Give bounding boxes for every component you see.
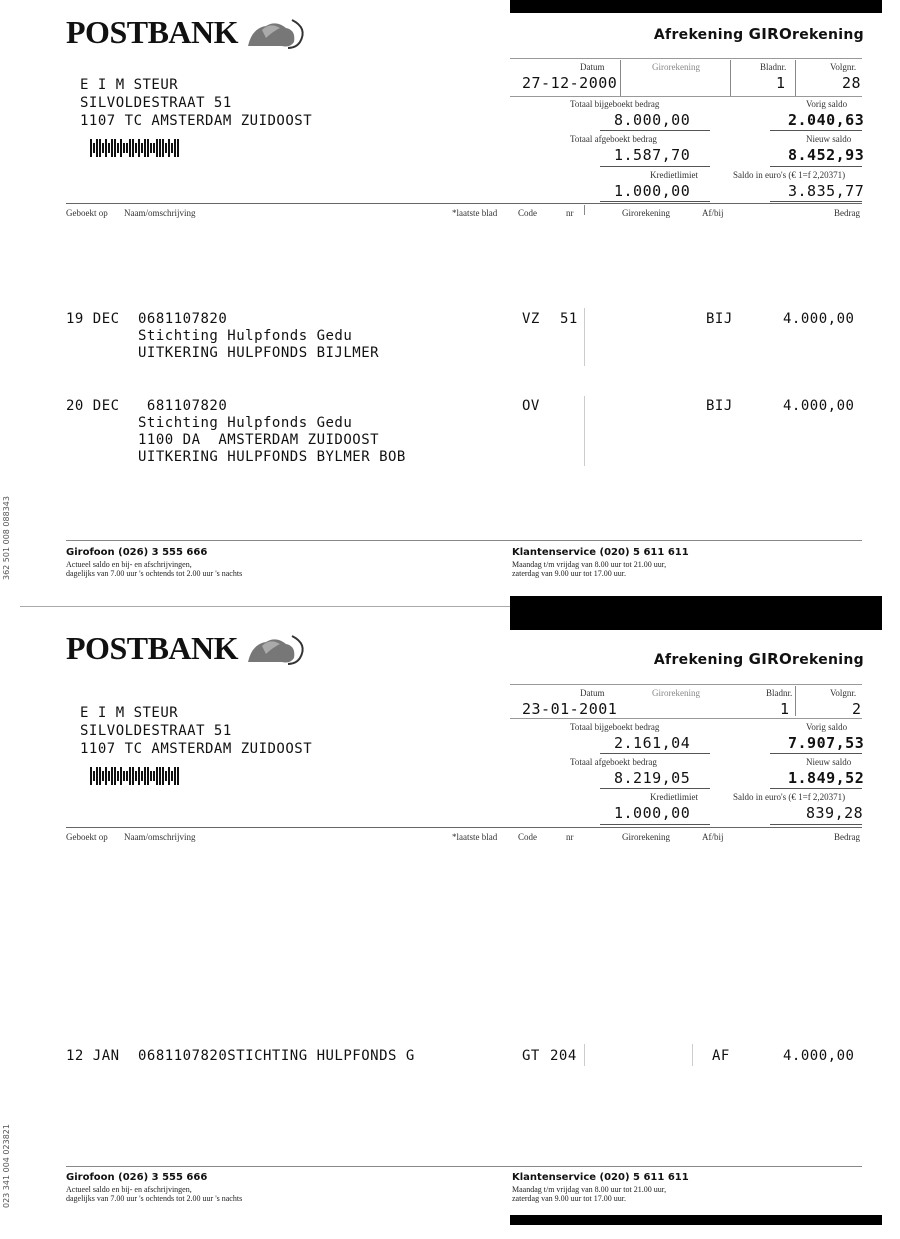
klantenservice-number: Klantenservice (020) 5 611 611 [512, 547, 689, 558]
klantenservice-info: Maandag t/m vrijdag van 8.00 uur tot 21.00 uur, zaterdag van 9.00 uur tot 17.00 uur. [512, 560, 667, 578]
label-volgnr: Volgnr. [830, 688, 857, 698]
transaction-nr: 51 [560, 311, 578, 327]
sequence-number: 28 [842, 74, 862, 92]
barcode-bar [135, 771, 137, 781]
barcode-bar [132, 767, 134, 785]
barcode-bar [111, 139, 113, 157]
col-nr: nr [566, 832, 574, 842]
barcode-bar [123, 143, 125, 153]
girofoon-info: Actueel saldo en bij- en afschrijvingen, dagelijks van 7.00 uur 's ochtends tot 2.00 uur 's nachts [66, 560, 243, 578]
previous-balance: 2.040,63 [788, 111, 865, 129]
transaction-desc-line: UITKERING HULPFONDS BIJLMER [138, 345, 380, 361]
barcode-bar [90, 767, 92, 785]
transaction-amount: 4.000,00 [783, 1048, 855, 1064]
transaction-amount: 4.000,00 [783, 311, 855, 327]
label-vorig-saldo: Vorig saldo [806, 722, 848, 732]
barcode-bar [99, 139, 101, 157]
transaction-desc-line: 681107820 [138, 398, 228, 414]
label-kredietlimiet: Kredietlimiet [650, 792, 698, 802]
transaction-code: VZ [522, 311, 540, 327]
barcode-bar [126, 771, 128, 781]
credit-limit: 1.000,00 [614, 182, 691, 200]
barcode-bar [144, 139, 146, 157]
total-debited: 1.587,70 [614, 146, 691, 164]
lion-logo-icon [242, 632, 306, 666]
barcode-bar [174, 139, 176, 157]
barcode-bar [165, 771, 167, 781]
postbank-logo [66, 14, 306, 51]
transaction-code: OV [522, 398, 540, 414]
col-girorekening: Girorekening [622, 832, 670, 842]
barcode-bar [141, 771, 143, 781]
col-geboekt-op: Geboekt op [66, 208, 108, 218]
col-bedrag: Bedrag [834, 832, 860, 842]
col-laatste-blad: *laatste blad [452, 208, 498, 218]
barcode-bar [156, 139, 158, 157]
statement-date: 23-01-2001 [522, 700, 618, 718]
transaction-desc-line: 0681107820 [138, 311, 228, 327]
postal-barcode [90, 138, 179, 158]
label-girorekening: Girorekening [652, 62, 700, 72]
transaction-desc-line: 1100 DA AMSTERDAM ZUIDOOST [138, 432, 380, 448]
barcode-bar [141, 143, 143, 153]
footer-black-bar [510, 1215, 882, 1225]
barcode-bar [111, 767, 113, 785]
transaction-date: 20 DEC [66, 398, 120, 414]
barcode-bar [159, 139, 161, 157]
transaction-date: 12 JAN [66, 1048, 120, 1064]
barcode-bar [174, 767, 176, 785]
label-bijgeboekt: Totaal bijgeboekt bedrag [570, 99, 660, 109]
transaction-desc-line: UITKERING HULPFONDS BYLMER BOB [138, 449, 406, 465]
total-debited: 8.219,05 [614, 769, 691, 787]
account-holder-name: E I M STEUR [80, 77, 179, 93]
barcode-bar [96, 139, 98, 157]
barcode-bar [171, 143, 173, 153]
transaction-desc-line: Stichting Hulpfonds Gedu [138, 415, 353, 431]
side-reference-code: 362 501 008 088343 [2, 496, 11, 580]
bank-name: POSTBANK [66, 14, 239, 50]
credit-limit: 1.000,00 [614, 804, 691, 822]
postal-barcode [90, 766, 179, 786]
barcode-bar [153, 771, 155, 781]
bank-name: POSTBANK [66, 630, 239, 666]
barcode-bar [135, 143, 137, 153]
barcode-bar [102, 143, 104, 153]
barcode-bar [129, 139, 131, 157]
barcode-bar [168, 139, 170, 157]
label-kredietlimiet: Kredietlimiet [650, 170, 698, 180]
new-balance: 8.452,93 [788, 146, 865, 164]
address-city: 1107 TC AMSTERDAM ZUIDOOST [80, 113, 313, 129]
label-bladnr: Bladnr. [760, 62, 787, 72]
label-nieuw-saldo: Nieuw saldo [806, 757, 852, 767]
col-code: Code [518, 208, 537, 218]
transaction-date: 19 DEC [66, 311, 120, 327]
label-afgeboekt: Totaal afgeboekt bedrag [570, 134, 657, 144]
postbank-logo [66, 630, 306, 667]
col-code: Code [518, 832, 537, 842]
barcode-bar [138, 767, 140, 785]
barcode-bar [120, 767, 122, 785]
label-bladnr: Bladnr. [766, 688, 793, 698]
barcode-bar [114, 139, 116, 157]
label-datum: Datum [580, 62, 605, 72]
barcode-bar [96, 767, 98, 785]
barcode-bar [162, 767, 164, 785]
page-number: 1 [776, 74, 786, 92]
label-bijgeboekt: Totaal bijgeboekt bedrag [570, 722, 660, 732]
label-datum: Datum [580, 688, 605, 698]
barcode-bar [108, 771, 110, 781]
barcode-bar [159, 767, 161, 785]
barcode-bar [120, 139, 122, 157]
barcode-bar [105, 139, 107, 157]
barcode-bar [138, 139, 140, 157]
col-laatste-blad: *laatste blad [452, 832, 498, 842]
statement-title: Afrekening GIROrekening [653, 25, 864, 43]
account-holder-name: E I M STEUR [80, 705, 179, 721]
transaction-desc-line: 0681107820STICHTING HULPFONDS G [138, 1048, 415, 1064]
barcode-bar [123, 771, 125, 781]
balance-euro: 3.835,77 [788, 182, 865, 200]
new-balance: 1.849,52 [788, 769, 865, 787]
barcode-bar [177, 139, 179, 157]
klantenservice-number: Klantenservice (020) 5 611 611 [512, 1172, 689, 1183]
address-city: 1107 TC AMSTERDAM ZUIDOOST [80, 741, 313, 757]
barcode-bar [114, 767, 116, 785]
header-black-bar [510, 0, 882, 13]
sequence-number: 2 [852, 700, 862, 718]
statement-title: Afrekening GIROrekening [653, 650, 864, 668]
label-saldo-euro: Saldo in euro's (€ 1=f 2,20371) [733, 170, 846, 180]
lion-logo-icon [242, 16, 306, 50]
barcode-bar [132, 139, 134, 157]
girofoon-number: Girofoon (026) 3 555 666 [66, 1172, 208, 1183]
barcode-bar [93, 771, 95, 781]
girofoon-number: Girofoon (026) 3 555 666 [66, 547, 208, 558]
transaction-af-bij: BIJ [706, 311, 733, 327]
barcode-bar [162, 139, 164, 157]
col-nr: nr [566, 208, 574, 218]
barcode-bar [168, 767, 170, 785]
side-reference-code: 023 341 004 023821 [2, 1124, 11, 1208]
barcode-bar [129, 767, 131, 785]
label-nieuw-saldo: Nieuw saldo [806, 134, 852, 144]
address-block [80, 76, 312, 130]
barcode-bar [147, 139, 149, 157]
barcode-bar [117, 143, 119, 153]
address-street: SILVOLDESTRAAT 51 [80, 95, 232, 111]
statement-1 [0, 0, 900, 600]
transaction-af-bij: AF [712, 1048, 730, 1064]
barcode-bar [144, 767, 146, 785]
col-naam-omschrijving: Naam/omschrijving [124, 208, 196, 218]
col-af-bij: Af/bij [702, 832, 724, 842]
label-volgnr: Volgnr. [830, 62, 857, 72]
col-geboekt-op: Geboekt op [66, 832, 108, 842]
transaction-amount: 4.000,00 [783, 398, 855, 414]
label-afgeboekt: Totaal afgeboekt bedrag [570, 757, 657, 767]
barcode-bar [165, 143, 167, 153]
barcode-bar [105, 767, 107, 785]
barcode-bar [108, 143, 110, 153]
barcode-bar [147, 767, 149, 785]
col-girorekening: Girorekening [622, 208, 670, 218]
klantenservice-info: Maandag t/m vrijdag van 8.00 uur tot 21.00 uur, zaterdag van 9.00 uur tot 17.00 uur. [512, 1185, 667, 1203]
address-street: SILVOLDESTRAAT 51 [80, 723, 232, 739]
barcode-bar [126, 143, 128, 153]
total-credited: 2.161,04 [614, 734, 691, 752]
page-number: 1 [780, 700, 790, 718]
barcode-bar [117, 771, 119, 781]
barcode-bar [150, 771, 152, 781]
transaction-code: GT [522, 1048, 540, 1064]
label-vorig-saldo: Vorig saldo [806, 99, 848, 109]
col-bedrag: Bedrag [834, 208, 860, 218]
barcode-bar [177, 767, 179, 785]
header-black-bar [510, 596, 882, 630]
balance-euro: 839,28 [806, 804, 864, 822]
col-naam-omschrijving: Naam/omschrijving [124, 832, 196, 842]
girofoon-info: Actueel saldo en bij- en afschrijvingen, dagelijks van 7.00 uur 's ochtends tot 2.00 uur 's nachts [66, 1185, 243, 1203]
barcode-bar [102, 771, 104, 781]
statement-2 [0, 596, 900, 1239]
barcode-bar [171, 771, 173, 781]
address-block [80, 704, 312, 758]
statement-date: 27-12-2000 [522, 74, 618, 92]
barcode-bar [93, 143, 95, 153]
barcode-bar [90, 139, 92, 157]
label-saldo-euro: Saldo in euro's (€ 1=f 2,20371) [733, 792, 846, 802]
col-af-bij: Af/bij [702, 208, 724, 218]
total-credited: 8.000,00 [614, 111, 691, 129]
transaction-desc-line: Stichting Hulpfonds Gedu [138, 328, 353, 344]
barcode-bar [99, 767, 101, 785]
barcode-bar [150, 143, 152, 153]
label-girorekening: Girorekening [652, 688, 700, 698]
barcode-bar [156, 767, 158, 785]
previous-balance: 7.907,53 [788, 734, 865, 752]
transaction-af-bij: BIJ [706, 398, 733, 414]
barcode-bar [153, 143, 155, 153]
transaction-nr: 204 [550, 1048, 577, 1064]
